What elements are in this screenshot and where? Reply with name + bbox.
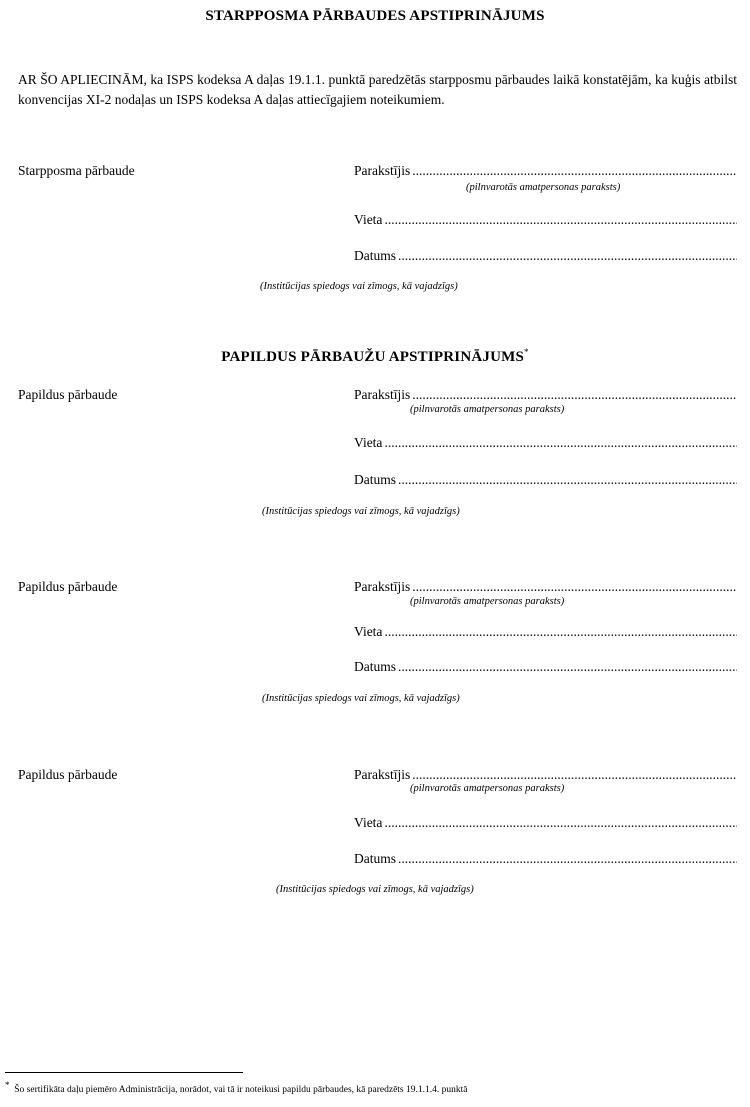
stamp-note: (Institūcijas spiedogs vai zīmogs, kā vajadzīgs) <box>276 884 474 895</box>
place-line <box>384 435 737 451</box>
stamp-note: (Institūcijas spiedogs vai zīmogs, kā vajadzīgs) <box>262 506 460 517</box>
intermediate-place-field[interactable] <box>354 212 737 228</box>
additional-verifications-title <box>0 347 750 366</box>
footnote <box>5 1080 468 1095</box>
place-line <box>384 815 737 831</box>
additional-1-signed-field[interactable] <box>354 387 737 403</box>
date-label: Datums <box>354 472 396 487</box>
place-label: Vieta <box>354 435 383 450</box>
additional-3-date-field[interactable] <box>354 851 737 867</box>
stamp-note: (Institūcijas spiedogs vai zīmogs, kā vajadzīgs) <box>260 281 458 292</box>
place-label: Vieta <box>354 212 383 227</box>
additional-verification-label: Papildus pārbaude <box>18 767 118 782</box>
intermediate-date-field[interactable] <box>354 248 737 264</box>
place-label: Vieta <box>354 815 383 830</box>
signature-line <box>412 579 737 595</box>
date-label: Datums <box>354 248 396 263</box>
additional-2-signed-field[interactable] <box>354 579 737 595</box>
signed-label: Parakstījis <box>354 387 411 402</box>
signature-line <box>412 387 737 403</box>
date-line <box>398 659 737 675</box>
additional-3-signed-field[interactable] <box>354 767 737 783</box>
signed-label: Parakstījis <box>354 579 411 594</box>
additional-1-place-field[interactable] <box>354 435 737 451</box>
place-label: Vieta <box>354 624 383 639</box>
signer-note: (pilnvarotās amatpersonas paraksts) <box>410 783 565 794</box>
footnote-marker: * <box>5 1080 10 1090</box>
signed-label: Parakstījis <box>354 163 411 178</box>
intermediate-signed-field[interactable] <box>354 163 737 179</box>
signer-note: (pilnvarotās amatpersonas paraksts) <box>410 596 565 607</box>
signature-line <box>412 163 737 179</box>
place-line <box>384 624 737 640</box>
stamp-note: (Institūcijas spiedogs vai zīmogs, kā vajadzīgs) <box>262 693 460 704</box>
intermediate-verification-label: Starpposma pārbaude <box>18 163 135 178</box>
footnote-marker: * <box>524 347 529 357</box>
additional-3-place-field[interactable] <box>354 815 737 831</box>
signature-line <box>412 767 737 783</box>
signer-note: (pilnvarotās amatpersonas paraksts) <box>410 404 565 415</box>
additional-1-date-field[interactable] <box>354 472 737 488</box>
intermediate-verification-title: STARPPOSMA PĀRBAUDES APSTIPRINĀJUMS <box>205 8 545 24</box>
additional-2-date-field[interactable] <box>354 659 737 675</box>
date-label: Datums <box>354 659 396 674</box>
signer-note: (pilnvarotās amatpersonas paraksts) <box>466 182 621 193</box>
additional-verification-label: Papildus pārbaude <box>18 387 118 402</box>
date-line <box>398 248 737 264</box>
date-line <box>398 851 737 867</box>
additional-verification-label: Papildus pārbaude <box>18 579 118 594</box>
intro-paragraph: AR ŠO APLIECINĀM, ka ISPS kodeksa A daļas 19.1.1. punktā paredzētās starpposmu pārbaudes laikā konstatējām, ka kuģis atbilst konvencijas XI-2 nodaļas un ISPS kodeksa A daļas attiecīgajiem noteikumiem. <box>18 72 737 107</box>
date-line <box>398 472 737 488</box>
place-line <box>384 212 737 228</box>
additional-2-place-field[interactable] <box>354 624 737 640</box>
additional-title-text: PAPILDUS PĀRBAUŽU APSTIPRINĀJUMS <box>221 349 525 365</box>
signed-label: Parakstījis <box>354 767 411 782</box>
date-label: Datums <box>354 851 396 866</box>
footnote-text: Šo sertifikāta daļu piemēro Administrācija, norādot, vai tā ir noteikusi papildu pārbaudes, kā paredzēts 19.1.1.4. punktā <box>14 1085 468 1096</box>
footnote-divider <box>5 1072 243 1073</box>
